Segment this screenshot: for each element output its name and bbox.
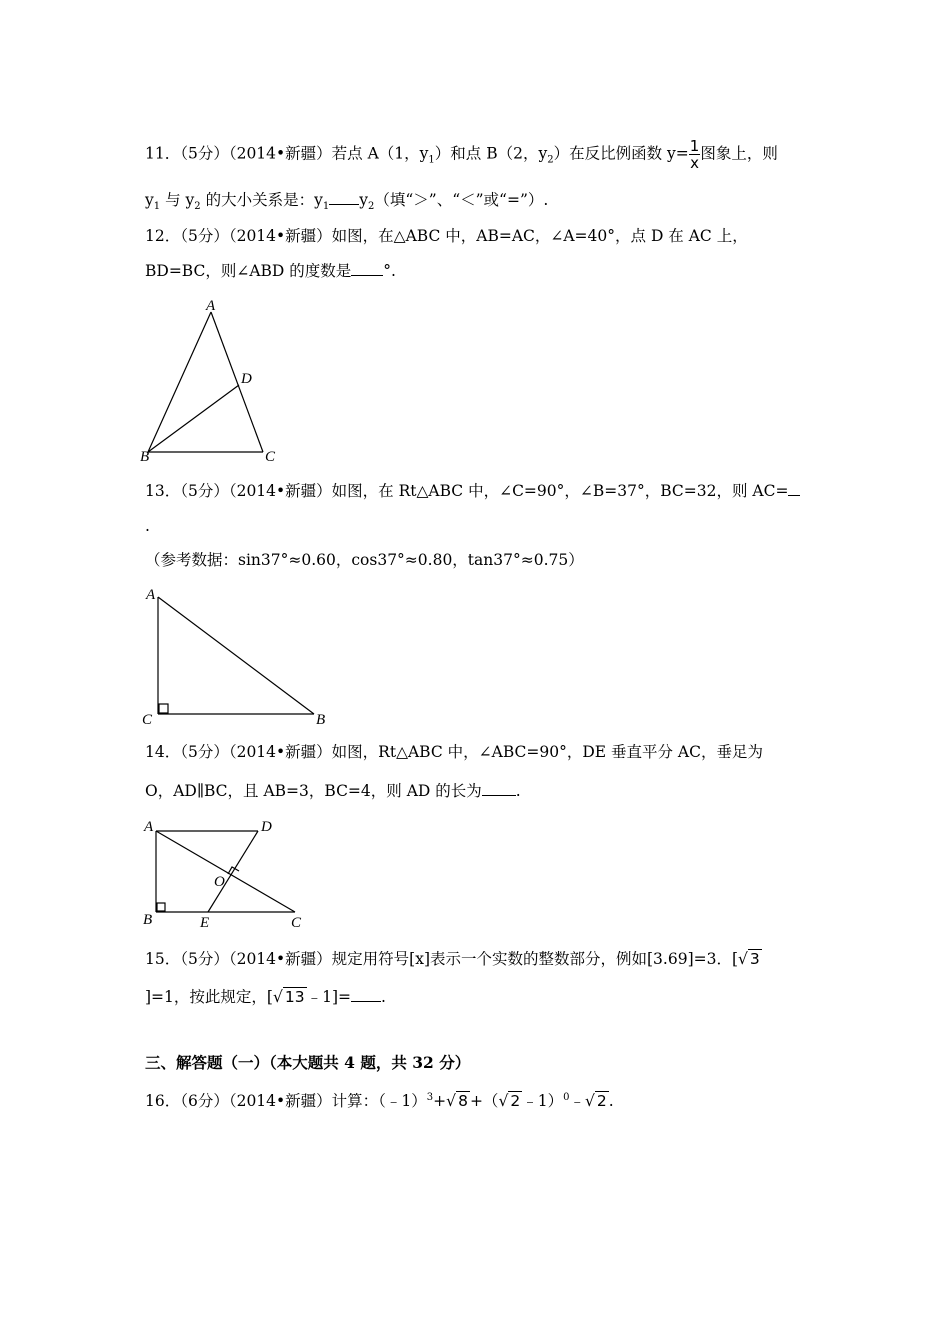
sqrt-3: √ 3	[738, 950, 760, 968]
q14-line2: O，AD∥BC，且 AB=3，BC=4，则 AD 的长为 .	[145, 782, 521, 800]
q11-line1: 11．（5分）（2014•新疆）若点 A（1，$y_1$）和点 B（2，$y_2$）在反比例函数 y= $\frac{1}{x}$ 图象上，则	[145, 137, 778, 172]
sqrt-2: √ 2	[498, 1092, 521, 1111]
sqrt-2: √ 2	[584, 1092, 607, 1111]
q12-line2: BD=BC，则∠ABD 的度数是 °.	[145, 262, 396, 280]
segment-ac	[156, 831, 295, 912]
q11-line2: $y_1$ 与 $y_2$ 的大小关系是：$y_1$ $y_2$（填“＞”、“＜”或“=”）.	[145, 191, 549, 213]
label-d: D	[261, 819, 272, 835]
label-a: A	[144, 819, 154, 835]
label-a: A	[146, 587, 156, 603]
section-heading: 三、解答题（一）（本大题共 4 题，共 32 分）	[145, 1053, 471, 1072]
q13-reference-data: （参考数据：sin37°≈0.60，cos37°≈0.80，tan37°≈0.75）	[145, 551, 584, 569]
label-d: D	[241, 371, 252, 387]
label-b: B	[316, 712, 326, 728]
answer-blank	[351, 261, 383, 276]
q12-triangle-figure	[135, 292, 285, 472]
label-e: E	[200, 915, 210, 931]
q15-line1: 15．（5分）（2014•新疆）规定用符号[x]表示一个实数的整数部分，例如[3.69]=3．[√ 3	[145, 950, 760, 968]
segment-bd	[148, 385, 239, 452]
label-a: A	[206, 298, 216, 314]
sqrt-13: √ 13	[272, 988, 305, 1006]
side-ab	[148, 312, 211, 452]
q13-right-triangle-figure	[138, 583, 338, 733]
q12-line1: 12．（5分）（2014•新疆）如图，在△ABC 中，AB=AC，∠A=40°，点 D 在 AC 上，	[145, 227, 748, 245]
label-c: C	[142, 712, 153, 728]
q13-line1: 13．（5分）（2014•新疆）如图，在 Rt△ABC 中，∠C=90°，∠B=37°，BC=32，则 AC=	[145, 481, 800, 501]
q13-line2: .	[145, 517, 150, 535]
answer-blank	[788, 481, 800, 496]
label-b: B	[140, 449, 150, 465]
q14-figure	[138, 815, 318, 940]
side-ab	[158, 597, 314, 714]
sqrt-8: √ 8	[446, 1092, 468, 1111]
right-angle-mark-b	[157, 903, 165, 911]
q16-line: 16．（6分）（2014•新疆）计算：（﹣1）$^3$+√ 8 +（√ 2 ﹣1）$^0$﹣√ 2 .	[145, 1092, 614, 1111]
answer-blank	[482, 781, 516, 796]
q15-line2: ]=1，按此规定，[√ 13 ﹣1]= .	[145, 988, 386, 1006]
label-c: C	[265, 449, 276, 465]
answer-blank	[351, 987, 381, 1002]
q14-line1: 14．（5分）（2014•新疆）如图，Rt△ABC 中，∠ABC=90°，DE 垂直平分 AC，垂足为	[145, 743, 763, 761]
segment-de	[208, 831, 258, 912]
fraction-1-over-x: $\frac{1}{x}$	[689, 137, 700, 172]
right-angle-mark	[159, 704, 168, 713]
label-o: O	[214, 874, 225, 890]
answer-blank	[329, 190, 359, 205]
label-b: B	[143, 912, 153, 928]
label-c: C	[291, 915, 302, 931]
side-ac	[211, 312, 263, 452]
